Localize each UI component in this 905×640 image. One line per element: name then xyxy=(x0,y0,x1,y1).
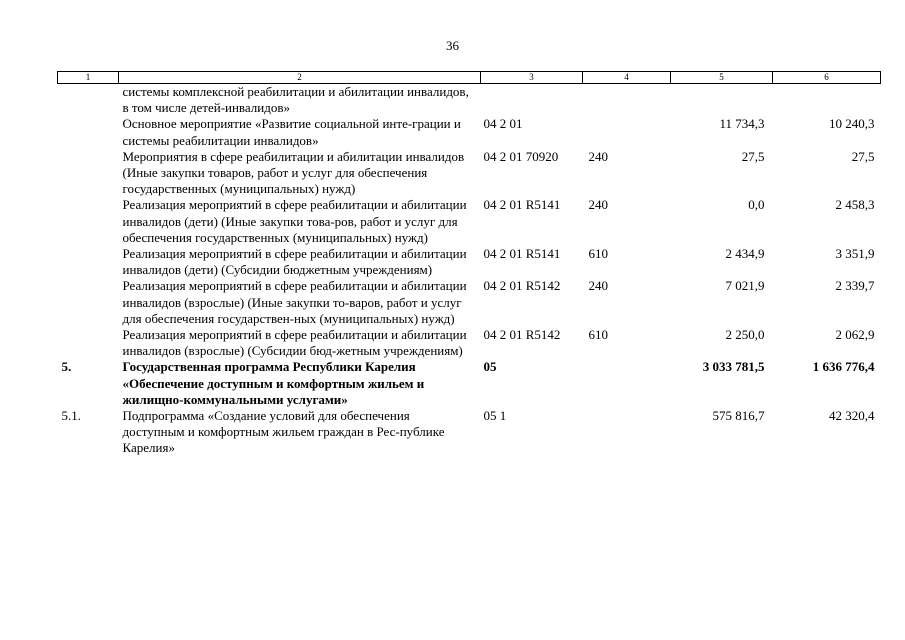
row-amount-2: 1 636 776,4 xyxy=(812,359,875,375)
row-number xyxy=(58,149,119,198)
row-expense-type: 240 xyxy=(588,278,608,294)
header-row xyxy=(58,72,881,84)
row-code: 05 1 xyxy=(483,408,507,424)
header-col-1: 1 xyxy=(58,72,119,84)
row-code: 04 2 01 R5141 xyxy=(483,197,561,213)
header-col-5: 5 xyxy=(671,72,773,84)
row-number xyxy=(58,84,119,117)
row-amount-1: 3 033 781,5 xyxy=(702,359,765,375)
row-code: 04 2 01 R5141 xyxy=(483,246,561,262)
row-expense-type xyxy=(583,359,671,408)
row-amount-1: 2 434,9 xyxy=(725,246,765,262)
row-expense-type xyxy=(583,116,671,148)
row-number: 5.1. xyxy=(61,408,81,424)
row-expense-type: 610 xyxy=(588,246,608,262)
row-expense-type xyxy=(583,408,671,457)
header-col-6: 6 xyxy=(773,72,881,84)
row-amount-1: 7 021,9 xyxy=(725,278,765,294)
row-amount-1 xyxy=(671,84,773,117)
table-row xyxy=(58,408,881,457)
table-row xyxy=(58,246,881,278)
row-expense-type: 610 xyxy=(588,327,608,343)
table-row xyxy=(58,84,881,117)
row-name: Реализация мероприятий в сфере реабилитации и абилитации инвалидов (взрослые) (Иные закупки то-варов, работ и услуг для обеспечения государствен-ных (муниципальных) нужд) xyxy=(122,278,467,326)
row-amount-2: 42 320,4 xyxy=(829,408,875,424)
row-expense-type xyxy=(583,84,671,117)
row-number xyxy=(58,278,119,327)
budget-table xyxy=(57,71,881,457)
row-amount-2: 27,5 xyxy=(851,148,875,164)
page-number: 36 xyxy=(446,38,459,53)
table-row xyxy=(58,197,881,246)
row-name: Основное мероприятие «Развитие социальной инте-грации и системы реабилитации инвалидов» xyxy=(122,116,461,148)
table-row xyxy=(58,359,881,408)
row-name: Мероприятия в сфере реабилитации и абилитации инвалидов (Иные закупки товаров, работ и услуг для обеспечения государственных (муниципальных) нужд) xyxy=(122,148,465,197)
row-code xyxy=(481,84,583,117)
row-name: Государственная программа Республики Карелия «Обеспечение доступным и комфортным жильем и жилищно-коммунальными услугами» xyxy=(122,359,425,407)
row-amount-1: 575 816,7 xyxy=(712,408,765,424)
row-amount-1: 27,5 xyxy=(741,148,765,164)
row-name: системы комплексной реабилитации и абилитации инвалидов, в том числе детей-инвалидов» xyxy=(122,84,469,116)
row-expense-type: 240 xyxy=(588,148,608,164)
row-amount-1: 11 734,3 xyxy=(719,116,765,132)
row-code: 04 2 01 R5142 xyxy=(483,278,561,294)
row-number xyxy=(58,116,119,148)
table-row xyxy=(58,149,881,198)
row-amount-1: 0,0 xyxy=(748,197,765,213)
table-header xyxy=(58,72,881,84)
row-amount-2: 2 062,9 xyxy=(835,327,875,343)
row-amount-1: 2 250,0 xyxy=(725,327,765,343)
row-expense-type: 240 xyxy=(588,197,608,213)
row-number xyxy=(58,246,119,278)
row-amount-2: 3 351,9 xyxy=(835,246,875,262)
row-name: Реализация мероприятий в сфере реабилитации и абилитации инвалидов (взрослые) (Субсидии бюд-жетным учреждениям) xyxy=(122,327,467,359)
row-amount-2: 10 240,3 xyxy=(829,116,875,132)
row-code: 04 2 01 70920 xyxy=(483,148,559,164)
header-col-4: 4 xyxy=(583,72,671,84)
row-number xyxy=(58,197,119,246)
row-name: Реализация мероприятий в сфере реабилитации и абилитации инвалидов (дети) (Иные закупки това-ров, работ и услуг для обеспечения государственных (муниципальных) нужд) xyxy=(122,197,467,245)
row-code: 04 2 01 xyxy=(483,116,523,132)
row-name: Реализация мероприятий в сфере реабилитации и абилитации инвалидов (дети) (Субсидии бюджетным учреждениям) xyxy=(122,246,467,278)
row-number: 5. xyxy=(61,359,72,375)
row-amount-2: 2 339,7 xyxy=(835,278,875,294)
header-col-2: 2 xyxy=(119,72,481,84)
table-body xyxy=(58,84,881,457)
row-name: Подпрограмма «Создание условий для обеспечения доступным и комфортным жильем граждан в Рес-публике Карелия» xyxy=(122,408,445,456)
row-amount-2 xyxy=(773,84,881,117)
row-code: 05 xyxy=(483,359,497,375)
header-col-3: 3 xyxy=(481,72,583,84)
row-code: 04 2 01 R5142 xyxy=(483,327,561,343)
table-row xyxy=(58,278,881,327)
table-row xyxy=(58,327,881,359)
table-row xyxy=(58,116,881,148)
row-amount-2: 2 458,3 xyxy=(835,197,875,213)
row-number xyxy=(58,327,119,359)
